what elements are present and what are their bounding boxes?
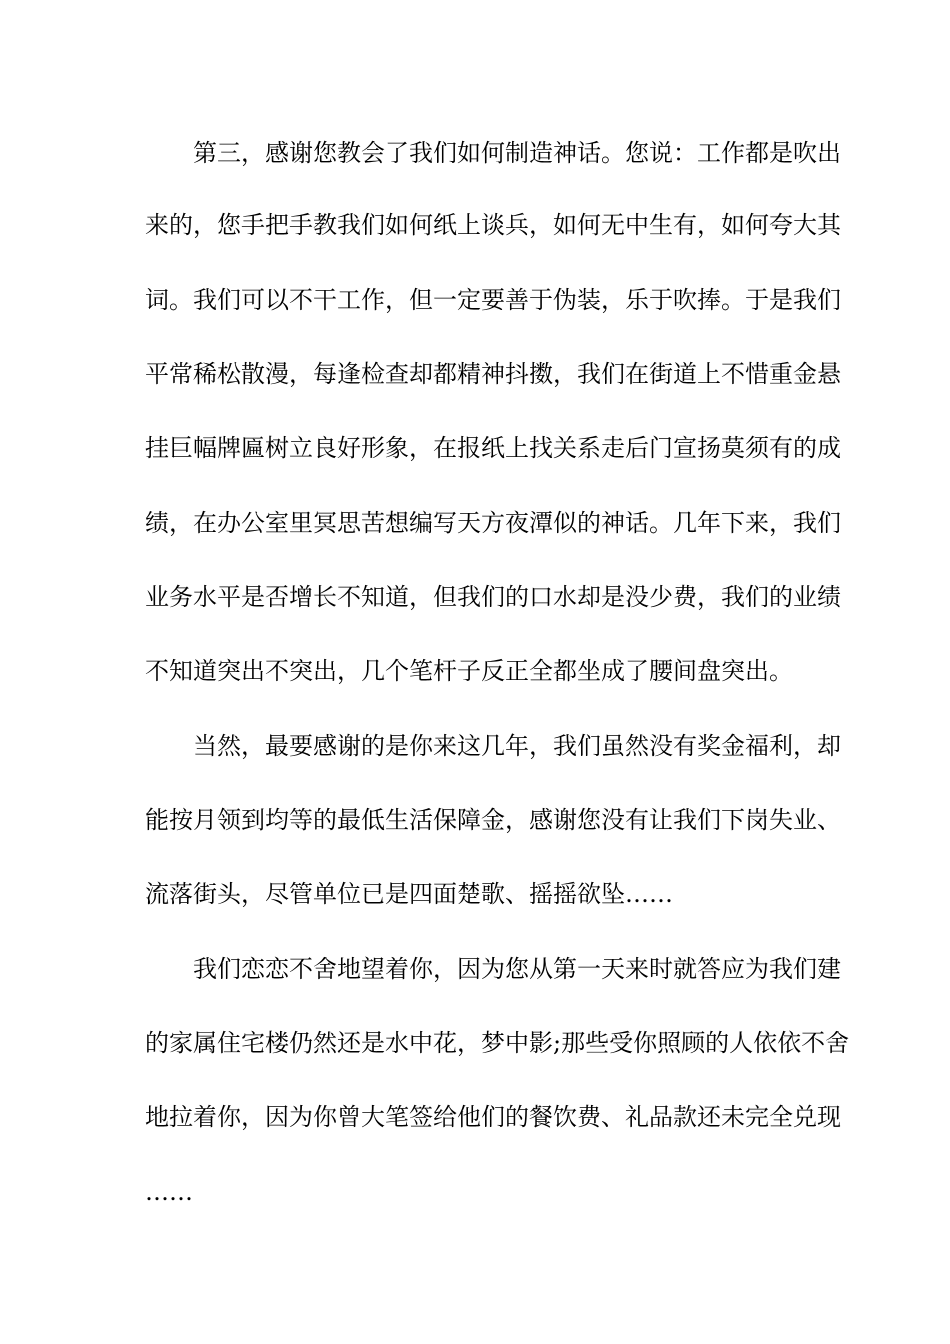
text-line: 来的，您手把手教我们如何纸上谈兵，如何无中生有，如何夸大其: [145, 211, 841, 239]
text-line: 的家属住宅楼仍然还是水中花，梦中影;那些受你照顾的人依依不舍: [145, 1029, 850, 1057]
text-line: 第三，感谢您教会了我们如何制造神话。您说：工作都是吹出: [193, 139, 841, 167]
text-line: 地拉着你，因为你曾大笔签给他们的餐饮费、礼品款还未完全兑现: [145, 1103, 841, 1131]
text-line: 平常稀松散漫，每逢检查却都精神抖擞，我们在街道上不惜重金悬: [145, 360, 841, 388]
text-line: 流落街头，尽管单位已是四面楚歌、摇摇欲坠……: [145, 880, 673, 908]
text-line: 不知道突出不突出，几个笔杆子反正全都坐成了腰间盘突出。: [145, 657, 793, 685]
text-line: ……: [145, 1178, 193, 1206]
text-line: 挂巨幅牌匾树立良好形象，在报纸上找关系走后门宣扬莫须有的成: [145, 434, 841, 462]
text-line: 业务水平是否增长不知道，但我们的口水却是没少费，我们的业绩: [145, 583, 841, 611]
text-line: 能按月领到均等的最低生活保障金，感谢您没有让我们下岗失业、: [145, 806, 841, 834]
text-line: 词。我们可以不干工作，但一定要善于伪装，乐于吹捧。于是我们: [145, 286, 841, 314]
text-line: 我们恋恋不舍地望着你，因为您从第一天来时就答应为我们建: [193, 955, 841, 983]
text-line: 当然，最要感谢的是你来这几年，我们虽然没有奖金福利，却: [193, 732, 841, 760]
text-line: 绩，在办公室里冥思苦想编写天方夜潭似的神话。几年下来，我们: [145, 509, 841, 537]
